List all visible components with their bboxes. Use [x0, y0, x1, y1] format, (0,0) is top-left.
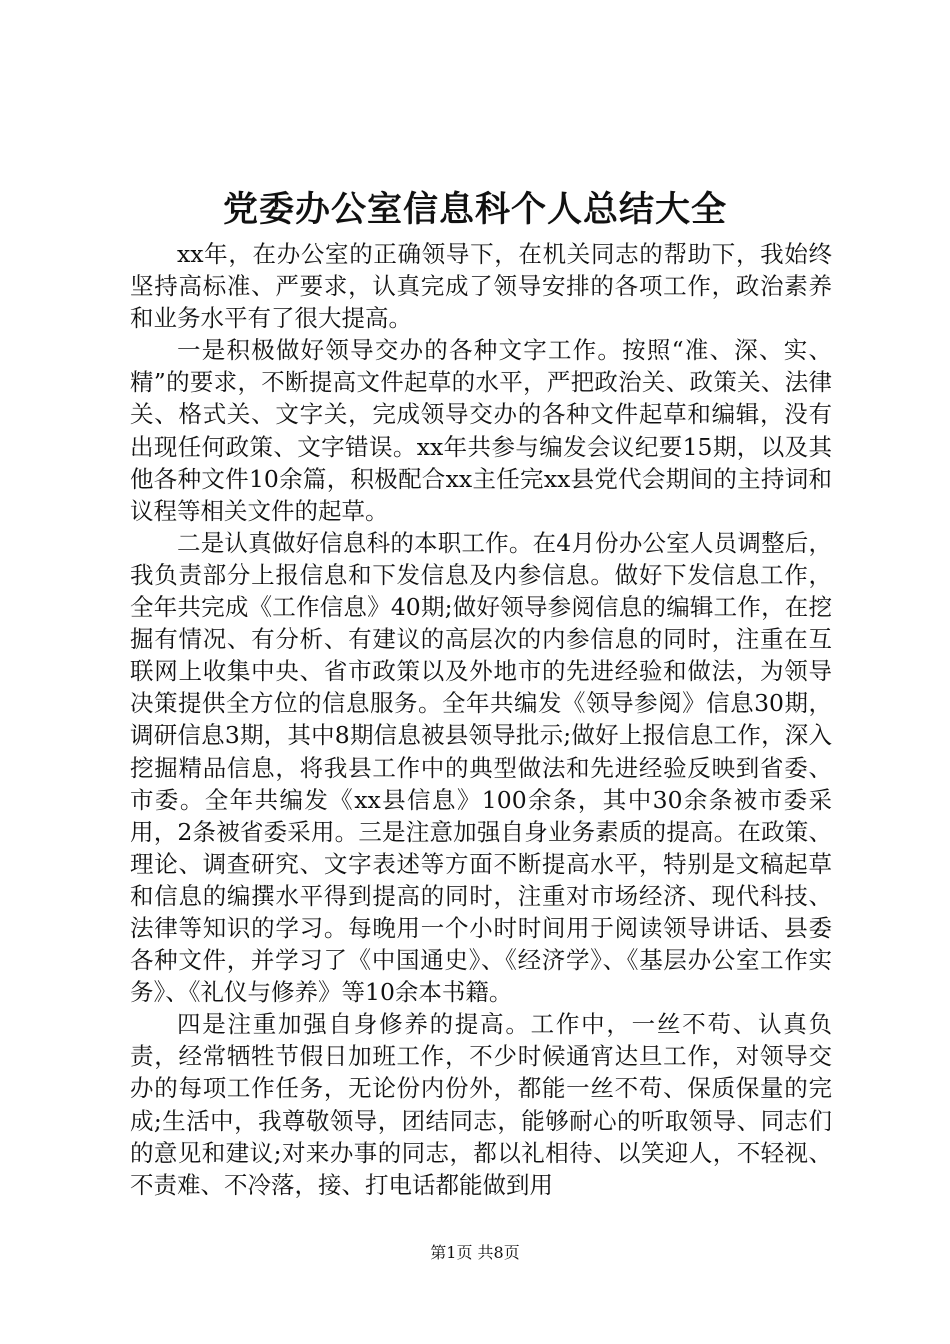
paragraph-self-cultivation: 四是注重加强自身修养的提高。工作中，一丝不苟、认真负责，经常牺牲节假日加班工作，不少时候通宵达旦工作，对领导交办的每项工作任务，无论份内份外，都能一丝不苟、保质保量的完成;生活中，我尊敬领导，团结同志，能够耐心的听取领导、同志们的意见和建议;对来办事的同志，都以礼相待、以笑迎人，不轻视、不责难、不冷落，接、打电话都能做到用: [130, 1010, 832, 1199]
document-title: 党委办公室信息科个人总结大全: [222, 189, 727, 230]
document-body: [130, 238, 832, 1201]
page-number-footer: 第1页 共8页: [430, 1243, 520, 1262]
paragraph-intro: xx年，在办公室的正确领导下，在机关同志的帮助下，我始终坚持高标准、严要求，认真完成了领导安排的各项工作，政治素养和业务水平有了很大提高。: [130, 240, 832, 333]
paragraph-writing-work: 一是积极做好领导交办的各种文字工作。按照“准、深、实、精”的要求，不断提高文件起草的水平，严把政治关、政策关、法律关、格式关、文字关，完成领导交办的各种文件起草和编辑，没有出现任何政策、文字错误。xx年共参与编发会议纪要15期，以及其他各种文件10余篇，积极配合xx主任完xx县党代会期间的主持词和议程等相关文件的起草。: [130, 336, 832, 525]
paragraph-information-work: 二是认真做好信息科的本职工作。在4月份办公室人员调整后，我负责部分上报信息和下发信息及内参信息。做好下发信息工作，全年共完成《工作信息》40期;做好领导参阅信息的编辑工作，在挖掘有情况、有分析、有建议的高层次的内参信息的同时，注重在互联网上收集中央、省市政策以及外地市的先进经验和做法，为领导决策提供全方位的信息服务。全年共编发《领导参阅》信息30期，调研信息3期，其中8期信息被县领导批示;做好上报信息工作，深入挖掘精品信息，将我县工作中的典型做法和先进经验反映到省委、市委。全年共编发《xx县信息》100余条，其中30余条被市委采用，2条被省委采用。三是注意加强自身业务素质的提高。在政策、理论、调查研究、文字表述等方面不断提高水平，特别是文稿起草和信息的编撰水平得到提高的同时，注重对市场经济、现代科技、法律等知识的学习。每晚用一个小时时间用于阅读领导讲话、县委各种文件，并学习了《中国通史》、《经济学》、《基层办公室工作实务》、《礼仪与修养》等10余本书籍。: [130, 528, 832, 1007]
